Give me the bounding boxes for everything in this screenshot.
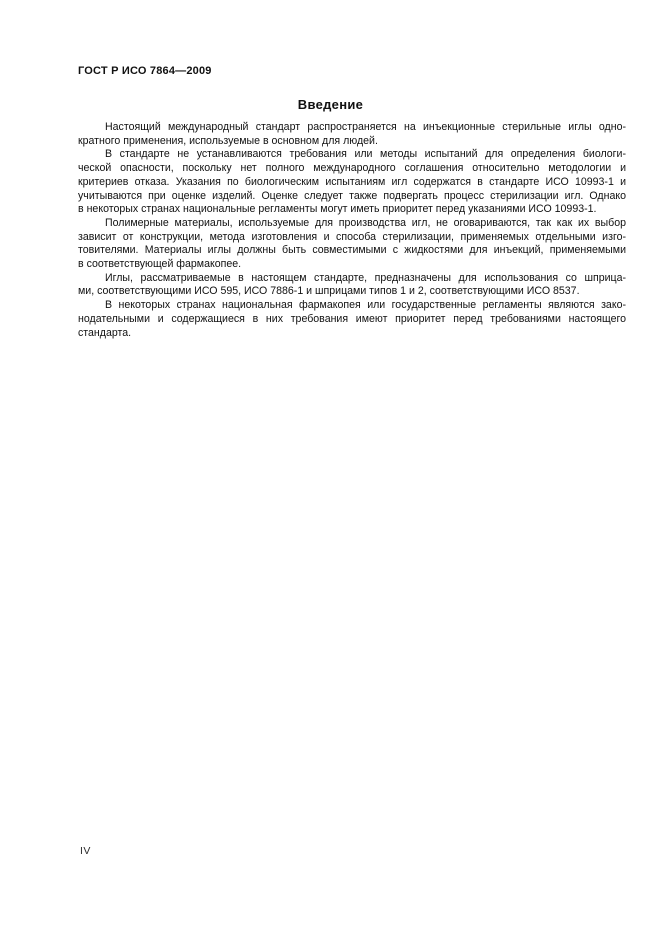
paragraph-line: стандарта. <box>78 326 132 339</box>
paragraph <box>78 121 626 148</box>
paragraph-line: ми, соответствующими ИСО 595, ИСО 7886-1 и шприцами типов 1 и 2, соответствующими ИСО 8537. <box>78 285 580 298</box>
body-text <box>78 121 626 340</box>
paragraph-line: В стандарте не устанавливаются требования или методы испытаний для определения биологи- <box>105 148 626 161</box>
document-code: ГОСТ Р ИСО 7864—2009 <box>78 65 212 77</box>
paragraph-line: товителями. Материалы иглы должны быть совместимыми с жидкостями для инъекций, применяемыми <box>78 244 626 257</box>
paragraph-line: Полимерные материалы, используемые для производства игл, не оговариваются, так как их выбор <box>105 216 626 229</box>
paragraph-line: Настоящий международный стандарт распространяется на инъекционные стерильные иглы одно- <box>105 121 626 133</box>
paragraph-line: учитываются при оценке изделий. Оценке следует также подвергать процесс стерилизации игл. Однако <box>78 189 626 202</box>
paragraph <box>78 217 626 272</box>
paragraph-line: критериев отказа. Указания по биологическим испытаниям игл содержатся в стандарте ИСО 10993-1 и <box>78 175 626 188</box>
paragraph-line: ческой опасности, поскольку нет полного международного соглашения относительно методологии и <box>78 162 626 175</box>
paragraph-line: Иглы, рассматриваемые в настоящем стандарте, предназначены для использования со шприца- <box>105 271 626 284</box>
paragraph-line: зависит от конструкции, метода изготовления и способа стерилизации, применяемых отдельными изго- <box>78 230 626 243</box>
section-title: Введение <box>297 97 364 112</box>
paragraph-line: кратного применения, используемые в основном для людей. <box>78 134 378 147</box>
paragraph-line: в некоторых странах национальные регламенты могут иметь приоритет перед указаниями ИСО 10993-1. <box>78 203 597 216</box>
paragraph-line: нодательными и содержащиеся в них требования имеют приоритет перед требованиями настоящего <box>78 312 626 325</box>
paragraph <box>78 299 626 340</box>
paragraph <box>78 272 626 299</box>
page-number: IV <box>80 845 91 857</box>
paragraph-line: в соответствующей фармакопее. <box>78 258 242 271</box>
paragraph-line: В некоторых странах национальная фармакопея или государственные регламенты являются зако- <box>105 299 626 312</box>
paragraph <box>78 148 626 217</box>
